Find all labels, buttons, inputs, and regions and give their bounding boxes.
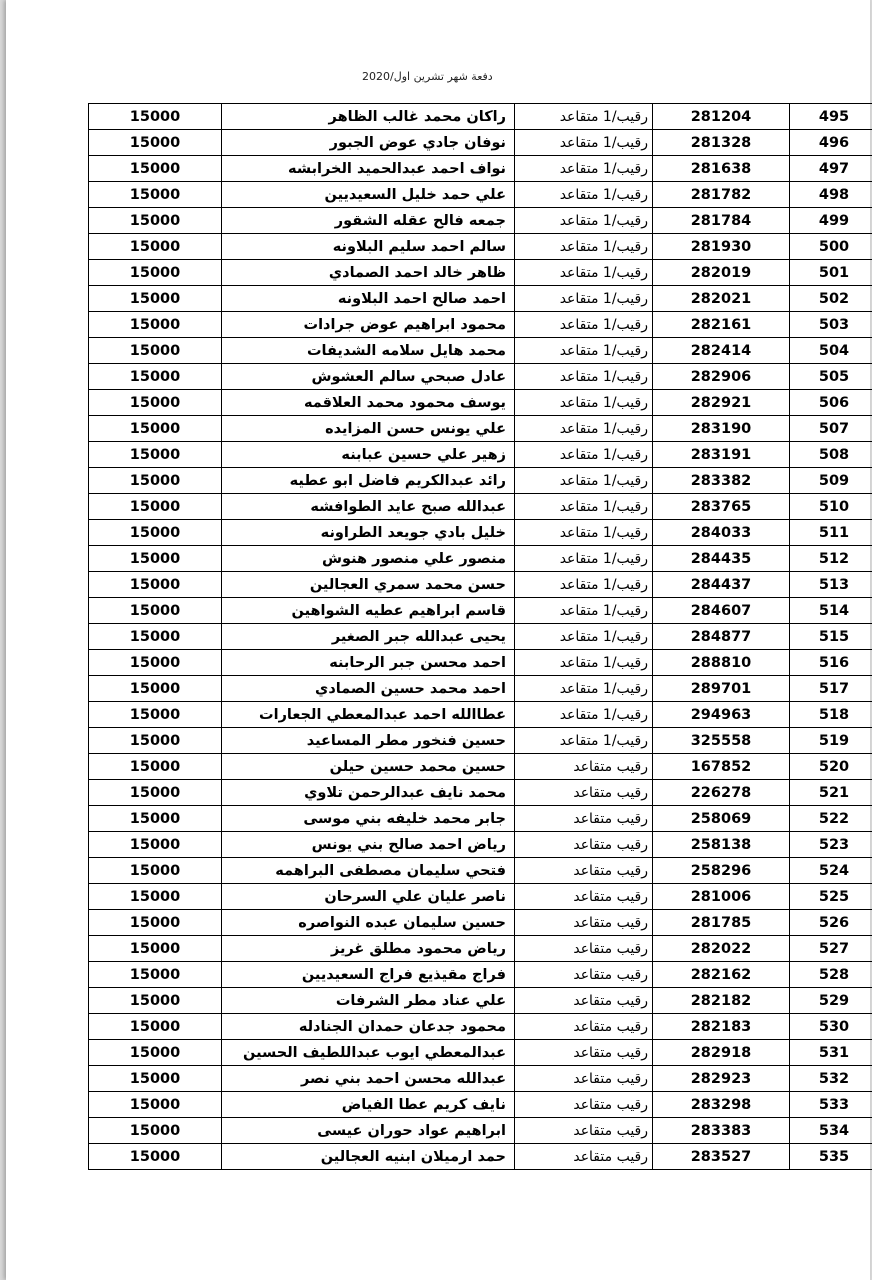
amount-cell: 15000 [89, 650, 222, 676]
name-cell: رياض احمد صالح بني يونس [222, 832, 515, 858]
id-cell: 282182 [653, 988, 790, 1014]
seq-cell: 501 [790, 260, 872, 286]
seq-cell: 497 [790, 156, 872, 182]
amount-cell: 15000 [89, 624, 222, 650]
rank-cell: رقيب متقاعد [515, 1118, 653, 1144]
id-cell: 283191 [653, 442, 790, 468]
id-cell: 281006 [653, 884, 790, 910]
table-row [89, 1040, 872, 1066]
seq-cell: 523 [790, 832, 872, 858]
seq-cell: 507 [790, 416, 872, 442]
rank-cell: رقيب متقاعد [515, 1066, 653, 1092]
id-cell: 282183 [653, 1014, 790, 1040]
rank-cell: رقيب/1 متقاعد [515, 494, 653, 520]
rank-cell: رقيب متقاعد [515, 962, 653, 988]
table-row [89, 1118, 872, 1144]
seq-cell: 499 [790, 208, 872, 234]
rank-cell: رقيب/1 متقاعد [515, 572, 653, 598]
amount-cell: 15000 [89, 702, 222, 728]
amount-cell: 15000 [89, 338, 222, 364]
table-row [89, 936, 872, 962]
name-cell: علي يونس حسن المزايده [222, 416, 515, 442]
table-row [89, 1014, 872, 1040]
seq-cell: 516 [790, 650, 872, 676]
table-row [89, 260, 872, 286]
id-cell: 283190 [653, 416, 790, 442]
seq-cell: 530 [790, 1014, 872, 1040]
id-cell: 283383 [653, 1118, 790, 1144]
amount-cell: 15000 [89, 1014, 222, 1040]
id-cell: 282022 [653, 936, 790, 962]
id-cell: 281638 [653, 156, 790, 182]
seq-cell: 500 [790, 234, 872, 260]
batch-header: دفعة شهر تشرين اول/2020 [362, 70, 493, 83]
table-row [89, 1144, 872, 1170]
amount-cell: 15000 [89, 208, 222, 234]
table-row [89, 676, 872, 702]
id-cell: 281784 [653, 208, 790, 234]
seq-cell: 495 [790, 104, 872, 130]
amount-cell: 15000 [89, 754, 222, 780]
rank-cell: رقيب/1 متقاعد [515, 338, 653, 364]
id-cell: 282162 [653, 962, 790, 988]
seq-cell: 534 [790, 1118, 872, 1144]
seq-cell: 502 [790, 286, 872, 312]
name-cell: حسين فنخور مطر المساعيد [222, 728, 515, 754]
id-cell: 282021 [653, 286, 790, 312]
table-row [89, 702, 872, 728]
amount-cell: 15000 [89, 364, 222, 390]
amount-cell: 15000 [89, 910, 222, 936]
id-cell: 282019 [653, 260, 790, 286]
id-cell: 167852 [653, 754, 790, 780]
name-cell: فراج مقيذيع فراج السعيديين [222, 962, 515, 988]
amount-cell: 15000 [89, 390, 222, 416]
rank-cell: رقيب متقاعد [515, 754, 653, 780]
amount-cell: 15000 [89, 130, 222, 156]
table-row [89, 364, 872, 390]
rank-cell: رقيب/1 متقاعد [515, 208, 653, 234]
table-row [89, 156, 872, 182]
seq-cell: 496 [790, 130, 872, 156]
name-cell: احمد محسن جبر الرحابنه [222, 650, 515, 676]
table-row [89, 130, 872, 156]
amount-cell: 15000 [89, 546, 222, 572]
rank-cell: رقيب/1 متقاعد [515, 676, 653, 702]
amount-cell: 15000 [89, 858, 222, 884]
id-cell: 284607 [653, 598, 790, 624]
name-cell: حسين محمد حسين حيلن [222, 754, 515, 780]
table-row [89, 494, 872, 520]
name-cell: عبدالله محسن احمد بني نصر [222, 1066, 515, 1092]
table-row [89, 520, 872, 546]
table-row [89, 858, 872, 884]
amount-cell: 15000 [89, 936, 222, 962]
seq-cell: 511 [790, 520, 872, 546]
name-cell: نايف كريم عطا الفياض [222, 1092, 515, 1118]
id-cell: 282414 [653, 338, 790, 364]
seq-cell: 533 [790, 1092, 872, 1118]
rank-cell: رقيب/1 متقاعد [515, 468, 653, 494]
table-row [89, 884, 872, 910]
id-cell: 283765 [653, 494, 790, 520]
amount-cell: 15000 [89, 182, 222, 208]
amount-cell: 15000 [89, 494, 222, 520]
name-cell: ناصر عليان علي السرحان [222, 884, 515, 910]
seq-cell: 504 [790, 338, 872, 364]
rank-cell: رقيب/1 متقاعد [515, 234, 653, 260]
rank-cell: رقيب متقاعد [515, 988, 653, 1014]
table-row [89, 650, 872, 676]
seq-cell: 525 [790, 884, 872, 910]
amount-cell: 15000 [89, 728, 222, 754]
amount-cell: 15000 [89, 1066, 222, 1092]
rank-cell: رقيب/1 متقاعد [515, 520, 653, 546]
id-cell: 282906 [653, 364, 790, 390]
seq-cell: 509 [790, 468, 872, 494]
table-row [89, 624, 872, 650]
seq-cell: 498 [790, 182, 872, 208]
id-cell: 294963 [653, 702, 790, 728]
id-cell: 258138 [653, 832, 790, 858]
table-row [89, 910, 872, 936]
seq-cell: 527 [790, 936, 872, 962]
amount-cell: 15000 [89, 234, 222, 260]
rank-cell: رقيب/1 متقاعد [515, 390, 653, 416]
rank-cell: رقيب متقاعد [515, 1014, 653, 1040]
table-row [89, 598, 872, 624]
name-cell: سالم احمد سليم البلاونه [222, 234, 515, 260]
table-row [89, 312, 872, 338]
name-cell: عبدالمعطي ايوب عبداللطيف الحسين [222, 1040, 515, 1066]
name-cell: عادل صبحي سالم العشوش [222, 364, 515, 390]
name-cell: رياض محمود مطلق غريز [222, 936, 515, 962]
id-cell: 226278 [653, 780, 790, 806]
rank-cell: رقيب/1 متقاعد [515, 546, 653, 572]
rank-cell: رقيب متقاعد [515, 936, 653, 962]
rank-cell: رقيب متقاعد [515, 858, 653, 884]
name-cell: حمد ارميلان ابنيه العجالين [222, 1144, 515, 1170]
amount-cell: 15000 [89, 988, 222, 1014]
id-cell: 282923 [653, 1066, 790, 1092]
table-row [89, 338, 872, 364]
table-row [89, 208, 872, 234]
id-cell: 281204 [653, 104, 790, 130]
table-row [89, 416, 872, 442]
name-cell: محمود ابراهيم عوض جرادات [222, 312, 515, 338]
id-cell: 281782 [653, 182, 790, 208]
name-cell: خليل بادي جويعد الطراونه [222, 520, 515, 546]
name-cell: رائد عبدالكريم فاضل ابو عطيه [222, 468, 515, 494]
table-row [89, 806, 872, 832]
name-cell: جمعه فالح عقله الشقور [222, 208, 515, 234]
rank-cell: رقيب/1 متقاعد [515, 624, 653, 650]
table-row [89, 832, 872, 858]
amount-cell: 15000 [89, 104, 222, 130]
rank-cell: رقيب/1 متقاعد [515, 598, 653, 624]
amount-cell: 15000 [89, 832, 222, 858]
name-cell: قاسم ابراهيم عطيه الشواهين [222, 598, 515, 624]
name-cell: جابر محمد خليفه بني موسى [222, 806, 515, 832]
seq-cell: 526 [790, 910, 872, 936]
table-row [89, 390, 872, 416]
seq-cell: 508 [790, 442, 872, 468]
rank-cell: رقيب/1 متقاعد [515, 156, 653, 182]
id-cell: 283298 [653, 1092, 790, 1118]
table-row [89, 286, 872, 312]
id-cell: 281328 [653, 130, 790, 156]
rank-cell: رقيب متقاعد [515, 832, 653, 858]
amount-cell: 15000 [89, 884, 222, 910]
table-row [89, 468, 872, 494]
rank-cell: رقيب/1 متقاعد [515, 702, 653, 728]
table-row [89, 572, 872, 598]
table-row [89, 780, 872, 806]
name-cell: ابراهيم عواد حوران عيسى [222, 1118, 515, 1144]
id-cell: 289701 [653, 676, 790, 702]
amount-cell: 15000 [89, 1040, 222, 1066]
amount-cell: 15000 [89, 260, 222, 286]
rank-cell: رقيب/1 متقاعد [515, 650, 653, 676]
amount-cell: 15000 [89, 676, 222, 702]
seq-cell: 506 [790, 390, 872, 416]
seq-cell: 512 [790, 546, 872, 572]
id-cell: 284877 [653, 624, 790, 650]
name-cell: علي حمد خليل السعيديين [222, 182, 515, 208]
rank-cell: رقيب/1 متقاعد [515, 442, 653, 468]
seq-cell: 510 [790, 494, 872, 520]
name-cell: منصور علي منصور هنوش [222, 546, 515, 572]
id-cell: 283527 [653, 1144, 790, 1170]
rank-cell: رقيب/1 متقاعد [515, 260, 653, 286]
rank-cell: رقيب متقاعد [515, 910, 653, 936]
rank-cell: رقيب/1 متقاعد [515, 416, 653, 442]
amount-cell: 15000 [89, 286, 222, 312]
amount-cell: 15000 [89, 468, 222, 494]
name-cell: حسين سليمان عبده النواصره [222, 910, 515, 936]
table-row [89, 962, 872, 988]
name-cell: حسن محمد سمري العجالين [222, 572, 515, 598]
id-cell: 281785 [653, 910, 790, 936]
seq-cell: 532 [790, 1066, 872, 1092]
name-cell: احمد محمد حسين الصمادي [222, 676, 515, 702]
rank-cell: رقيب متقاعد [515, 1092, 653, 1118]
seq-cell: 514 [790, 598, 872, 624]
amount-cell: 15000 [89, 312, 222, 338]
table-row [89, 1092, 872, 1118]
amount-cell: 15000 [89, 442, 222, 468]
rank-cell: رقيب/1 متقاعد [515, 312, 653, 338]
name-cell: محمود جدعان حمدان الجنادله [222, 1014, 515, 1040]
id-cell: 284437 [653, 572, 790, 598]
table-row [89, 442, 872, 468]
rank-cell: رقيب/1 متقاعد [515, 104, 653, 130]
id-cell: 284033 [653, 520, 790, 546]
id-cell: 284435 [653, 546, 790, 572]
rank-cell: رقيب متقاعد [515, 884, 653, 910]
name-cell: نوفان جادي عوض الجبور [222, 130, 515, 156]
rank-cell: رقيب متقاعد [515, 780, 653, 806]
name-cell: محمد نايف عبدالرحمن تلاوي [222, 780, 515, 806]
amount-cell: 15000 [89, 806, 222, 832]
seq-cell: 524 [790, 858, 872, 884]
table-row [89, 546, 872, 572]
seq-cell: 529 [790, 988, 872, 1014]
document-page [6, 0, 870, 1280]
id-cell: 288810 [653, 650, 790, 676]
amount-cell: 15000 [89, 520, 222, 546]
seq-cell: 515 [790, 624, 872, 650]
id-cell: 282921 [653, 390, 790, 416]
table-row [89, 104, 872, 130]
amount-cell: 15000 [89, 1118, 222, 1144]
name-cell: يوسف محمود محمد العلاقمه [222, 390, 515, 416]
table-row [89, 182, 872, 208]
rank-cell: رقيب/1 متقاعد [515, 364, 653, 390]
id-cell: 258069 [653, 806, 790, 832]
seq-cell: 522 [790, 806, 872, 832]
name-cell: فتحي سليمان مصطفى البراهمه [222, 858, 515, 884]
seq-cell: 505 [790, 364, 872, 390]
seq-cell: 531 [790, 1040, 872, 1066]
amount-cell: 15000 [89, 572, 222, 598]
rank-cell: رقيب/1 متقاعد [515, 182, 653, 208]
name-cell: عبدالله صبح عايد الطوافشه [222, 494, 515, 520]
seq-cell: 513 [790, 572, 872, 598]
table-row [89, 728, 872, 754]
table-row [89, 234, 872, 260]
seq-cell: 517 [790, 676, 872, 702]
id-cell: 258296 [653, 858, 790, 884]
rank-cell: رقيب/1 متقاعد [515, 286, 653, 312]
name-cell: علي عناد مطر الشرفات [222, 988, 515, 1014]
seq-cell: 518 [790, 702, 872, 728]
roster-table [88, 103, 872, 1170]
table-row [89, 754, 872, 780]
name-cell: راكان محمد غالب الظاهر [222, 104, 515, 130]
amount-cell: 15000 [89, 780, 222, 806]
seq-cell: 521 [790, 780, 872, 806]
amount-cell: 15000 [89, 598, 222, 624]
rank-cell: رقيب/1 متقاعد [515, 130, 653, 156]
table-row [89, 988, 872, 1014]
amount-cell: 15000 [89, 416, 222, 442]
amount-cell: 15000 [89, 156, 222, 182]
id-cell: 281930 [653, 234, 790, 260]
seq-cell: 503 [790, 312, 872, 338]
name-cell: نواف احمد عبدالحميد الخرابشه [222, 156, 515, 182]
id-cell: 282161 [653, 312, 790, 338]
rank-cell: رقيب متقاعد [515, 806, 653, 832]
name-cell: احمد صالح احمد البلاونه [222, 286, 515, 312]
amount-cell: 15000 [89, 962, 222, 988]
id-cell: 282918 [653, 1040, 790, 1066]
name-cell: يحيى عبدالله جبر الصغير [222, 624, 515, 650]
rank-cell: رقيب/1 متقاعد [515, 728, 653, 754]
rank-cell: رقيب متقاعد [515, 1144, 653, 1170]
id-cell: 283382 [653, 468, 790, 494]
seq-cell: 519 [790, 728, 872, 754]
table-row [89, 1066, 872, 1092]
name-cell: عطاالله احمد عبدالمعطي الجعارات [222, 702, 515, 728]
rank-cell: رقيب متقاعد [515, 1040, 653, 1066]
amount-cell: 15000 [89, 1144, 222, 1170]
seq-cell: 535 [790, 1144, 872, 1170]
roster-body [89, 104, 872, 1170]
name-cell: زهير علي حسين عبابنه [222, 442, 515, 468]
name-cell: محمد هايل سلامه الشديفات [222, 338, 515, 364]
seq-cell: 528 [790, 962, 872, 988]
id-cell: 325558 [653, 728, 790, 754]
seq-cell: 520 [790, 754, 872, 780]
name-cell: ظاهر خالد احمد الصمادي [222, 260, 515, 286]
amount-cell: 15000 [89, 1092, 222, 1118]
